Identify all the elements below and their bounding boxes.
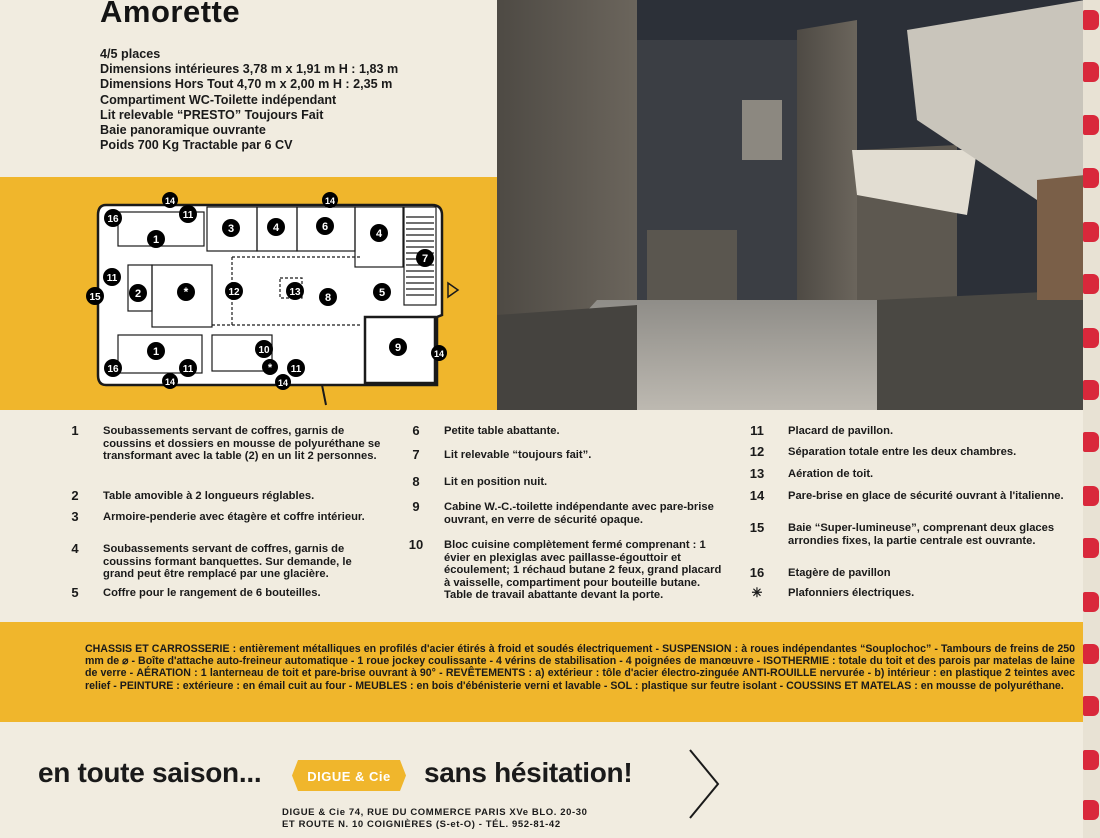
binding-ring bbox=[1083, 538, 1099, 558]
company-address bbox=[282, 807, 588, 830]
spec-line: Poids 700 Kg Tractable par 6 CV bbox=[100, 138, 293, 153]
interior-photo bbox=[497, 0, 1085, 410]
plan-label: 2 bbox=[134, 288, 142, 300]
spec-line: Compartiment WC-Toilette indépendant bbox=[100, 92, 337, 107]
legend-number: 2 bbox=[71, 488, 79, 503]
legend-text: Plafonniers électriques. bbox=[788, 587, 915, 599]
binding-ring bbox=[1083, 10, 1099, 30]
binding-ring bbox=[1083, 800, 1099, 820]
chassis-key: COUSSINS ET MATELAS : bbox=[786, 679, 918, 692]
legend-text: Lit en position nuit. bbox=[444, 476, 548, 488]
address-line: ET ROUTE N. 10 COIGNIÈRES (S-et-O) - TÉL. 952-81-42 bbox=[282, 818, 561, 830]
legend-number: 13 bbox=[749, 466, 765, 481]
legend-number: 11 bbox=[750, 423, 764, 438]
plan-label: 11 bbox=[290, 364, 302, 375]
plan-label: * bbox=[267, 362, 273, 374]
spec-line: Dimensions intérieures 3,78 m x 1,91 m H : 1,83 m bbox=[100, 62, 399, 77]
plan-label: 11 bbox=[106, 273, 118, 284]
plan-label: 14 bbox=[433, 349, 445, 359]
chassis-key: AÉRATION : bbox=[136, 667, 198, 680]
binding-ring bbox=[1083, 380, 1099, 400]
binding-ring bbox=[1083, 750, 1099, 770]
plan-label: 3 bbox=[227, 223, 235, 235]
spec-line: Baie panoramique ouvrante bbox=[100, 123, 266, 138]
plan-label: 14 bbox=[164, 377, 176, 387]
interior-photo-art bbox=[497, 0, 1085, 410]
legend-text: Coffre pour le rangement de 6 bouteilles. bbox=[103, 587, 321, 599]
plan-label: 6 bbox=[321, 221, 329, 233]
legend-number: 9 bbox=[412, 499, 420, 514]
binding-ring bbox=[1083, 328, 1099, 348]
legend-number: 16 bbox=[749, 565, 765, 580]
legend-text: Etagère de pavillon bbox=[788, 567, 891, 579]
chassis-key: SUSPENSION : bbox=[662, 643, 739, 655]
plan-label: 9 bbox=[394, 342, 402, 354]
plan-label: 11 bbox=[182, 364, 194, 375]
chassis-value: plastique sur feutre isolant - bbox=[638, 679, 787, 692]
legend-number: 1 bbox=[71, 423, 79, 438]
plan-label: 8 bbox=[324, 292, 332, 304]
plan-label: 11 bbox=[182, 210, 194, 221]
spec-line: Lit relevable “PRESTO” Toujours Fait bbox=[100, 107, 324, 122]
plan-label: 4 bbox=[272, 222, 280, 234]
legend-text: Table amovible à 2 longueurs réglables. bbox=[103, 490, 315, 502]
plan-label: 4 bbox=[375, 228, 383, 240]
spec-list bbox=[100, 47, 398, 153]
binding-ring bbox=[1083, 274, 1099, 294]
legend-text: Pare-brise en glace de sécurité ouvrant à l'italienne. bbox=[788, 490, 1064, 502]
legend-number: 15 bbox=[749, 520, 765, 535]
binding-ring bbox=[1083, 644, 1099, 664]
floor-plan bbox=[89, 195, 472, 407]
plan-label: 1 bbox=[152, 346, 160, 358]
binding-ring bbox=[1083, 115, 1099, 135]
legend-text: Aération de toit. bbox=[788, 468, 874, 480]
plan-label: * bbox=[183, 285, 189, 299]
binding-ring bbox=[1083, 432, 1099, 452]
plan-label: 14 bbox=[324, 196, 336, 206]
legend-text: Soubassements servant de coffres, garnis de coussins formant banquettes. Sur demande, le grand peut être remplacé par une glacière. bbox=[103, 543, 352, 581]
page-title: Amorette bbox=[100, 0, 241, 29]
chassis-value: entièrement métalliques en profilés d'acier étirés à froid et soudés électriquement - bbox=[236, 643, 663, 655]
chassis-value: à roues indépendantes “Souplochoc” - Tambours de freins de 250 mm de ⌀ - Boîte d'attache auto-freineur automatique - 1 roue jockey coulissante - 4 vérins de stabilisation - 4 poignées de manœuvre - bbox=[85, 643, 1076, 668]
legend-number: 4 bbox=[71, 541, 79, 556]
legend-number: 12 bbox=[749, 444, 765, 459]
chassis-key: SOL : bbox=[610, 679, 639, 692]
binding-ring bbox=[1083, 168, 1099, 188]
legend-number: 8 bbox=[412, 474, 420, 489]
address-line: DIGUE & Cie 74, RUE DU COMMERCE PARIS XVe BLO. 20-30 bbox=[282, 807, 588, 818]
legend-asterisk-icon: ✳ bbox=[751, 585, 763, 600]
chassis-key: CHASSIS ET CARROSSERIE : bbox=[85, 643, 237, 655]
legend-text: Placard de pavillon. bbox=[788, 425, 894, 437]
legend-number: 3 bbox=[71, 509, 79, 524]
legend-text: Cabine W.-C.-toilette indépendante avec pare-brise ouvrant, en verre de sécurité opaque. bbox=[444, 501, 714, 526]
plan-label: 1 bbox=[152, 234, 160, 246]
legend-number: 6 bbox=[412, 423, 420, 438]
plan-label: 7 bbox=[421, 253, 429, 265]
binding-ring bbox=[1083, 222, 1099, 242]
spec-line: 4/5 places bbox=[100, 47, 161, 61]
plan-label: 14 bbox=[164, 196, 176, 206]
plan-label: 10 bbox=[258, 345, 270, 356]
legend-text: Petite table abattante. bbox=[444, 425, 560, 437]
chassis-description bbox=[85, 643, 1075, 692]
chassis-value: en bois d'ébénisterie verni et lavable - bbox=[413, 679, 611, 692]
chassis-value: extérieure : en émail cuit au four - bbox=[179, 679, 356, 692]
binding-ring bbox=[1083, 592, 1099, 612]
legend-number: 14 bbox=[749, 488, 765, 503]
plan-label: 16 bbox=[107, 214, 119, 225]
legend-number: 10 bbox=[408, 537, 424, 552]
chassis-key: ISOTHERMIE : bbox=[763, 655, 836, 668]
plan-label: 13 bbox=[289, 287, 301, 298]
chassis-value: a) extérieur : tôle d'acier électro-zinguée ANTI-ROUILLE nervurée - b) intérieur : en plastique 2 teintes avec relief - bbox=[85, 667, 1075, 692]
digue-logo bbox=[292, 760, 406, 791]
binding-ring bbox=[1083, 486, 1099, 506]
plan-label: 15 bbox=[89, 292, 101, 303]
plan-label: 5 bbox=[378, 287, 386, 299]
legend-text: Soubassements servant de coffres, garnis de coussins et dossiers en mousse de polyuréthane se transformant avec la table (2) en un lit 2 personnes. bbox=[103, 425, 381, 463]
plan-label: 16 bbox=[107, 364, 119, 375]
binding-ring bbox=[1083, 696, 1099, 716]
chassis-key: PEINTURE : bbox=[119, 679, 180, 692]
slogan-right: sans hésitation! bbox=[424, 757, 633, 788]
chassis-key: REVÊTEMENTS : bbox=[445, 667, 532, 680]
chassis-value: en mousse de polyuréthane. bbox=[917, 679, 1064, 692]
slogan-left: en toute saison... bbox=[38, 757, 262, 788]
chevron-right-icon bbox=[686, 748, 722, 820]
logo-text: DIGUE & Cie bbox=[307, 769, 391, 784]
chassis-value: totale du toit et des parois par matelas de laine de verre - bbox=[85, 655, 1075, 680]
hitch-triangle bbox=[448, 283, 458, 297]
legend-number: 7 bbox=[412, 447, 420, 462]
binding-ring bbox=[1083, 62, 1099, 82]
legend-text: Bloc cuisine complètement fermé comprenant : 1 évier en plexiglas avec paillasse-égouttoir et écoulement; 1 réchaud butane 2 feux, grand placard à vaisselle, compartiment pour bouteille butane. Table de travail abattante devant la porte. bbox=[444, 539, 722, 602]
legend-text: Lit relevable “toujours fait”. bbox=[444, 449, 592, 461]
legend-text: Baie “Super-lumineuse”, comprenant deux glaces arrondies fixes, la partie centrale est ouvrante. bbox=[788, 522, 1055, 547]
chassis-key: MEUBLES : bbox=[355, 679, 414, 692]
legend-text: Armoire-penderie avec étagère et coffre intérieur. bbox=[103, 511, 365, 523]
chassis-value: 1 lanterneau de toit et pare-brise ouvrant à 90° - bbox=[197, 667, 446, 680]
legend-number: 5 bbox=[71, 585, 79, 600]
spec-line: Dimensions Hors Tout 4,70 m x 2,00 m H : 2,35 m bbox=[100, 77, 393, 92]
legend-text: Séparation totale entre les deux chambres. bbox=[788, 446, 1017, 458]
plan-label: 14 bbox=[277, 378, 289, 388]
plan-label: 12 bbox=[228, 287, 240, 298]
